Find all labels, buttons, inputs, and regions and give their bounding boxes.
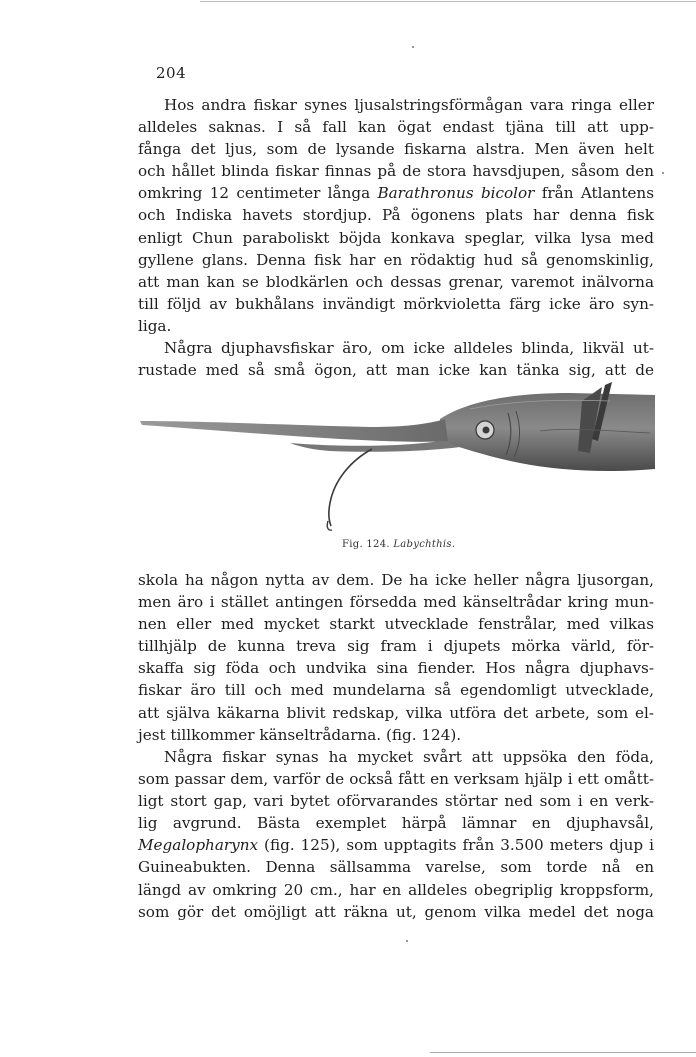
text-line: gyllene glans. Denna fisk har en rödaktig hud så genomskinlig, (138, 250, 654, 269)
text-line: Några fiskar synas ha mycket svårt att uppsöka den föda, (164, 748, 654, 766)
text-line: Några djuphavsfiskar äro, om icke alldeles blinda, likväl ut- (164, 339, 654, 357)
fish-jaw (290, 441, 460, 452)
paragraph-1 (138, 94, 654, 337)
fish-snout (140, 419, 448, 442)
text-line: liga. (138, 316, 172, 335)
text-line: Hos andra fiskar synes ljusalstringsförmågan vara ringa eller (164, 96, 654, 114)
text-line: tillhjälp de kunna treva sig fram i djupets mörka värld, för- (138, 637, 654, 656)
bottom-edge-rule (430, 1052, 696, 1053)
text-line: enligt Chun paraboliskt böjda konkava speglar, vilka lysa med (138, 228, 654, 247)
fish-body (440, 393, 655, 471)
fish-barbel (329, 449, 372, 526)
top-edge-rule (200, 1, 696, 2)
text-line: att själva käkarna blivit redskap, vilka utföra det arbete, som el- (138, 703, 654, 722)
fish-head-illustration (140, 381, 655, 531)
page-number: 204 (156, 64, 187, 82)
text-line: och Indiska havets stordjup. På ögonens plats har denna fisk (138, 206, 654, 225)
text-line: skola ha någon nytta av dem. De ha icke heller några ljusorgan, (138, 571, 654, 589)
text-line: men äro i stället antingen försedda med känseltrådar kring mun- (138, 593, 654, 612)
text-line: Guineabukten. Denna sällsamma varelse, som torde nå en (138, 858, 654, 877)
text-line: rustade med så små ögon, att man icke kan tänka sig, att de (138, 361, 654, 380)
text-line: skaffa sig föda och undvika sina fiender. Hos några djuphavs- (138, 659, 654, 678)
species-name: Barathronus bicolor (377, 184, 535, 203)
text-line-with-species (138, 834, 654, 856)
text-line: och hållet blinda fiskar finnas på de stora havsdjupen, såsom den (138, 162, 654, 181)
text-fragment: (fig. 125), som upptagits från 3.500 meters djup i (264, 836, 654, 855)
paragraph-4 (138, 746, 654, 923)
text-fragment: från Atlantens (541, 184, 654, 203)
print-speck (662, 172, 664, 174)
text-line: fiskar äro till och med mundelarna så egendomligt utvecklade, (138, 681, 654, 700)
species-name: Megalopharynx (138, 836, 259, 855)
text-line: som gör det omöjligt att räkna ut, genom vilka medel det noga (138, 902, 654, 921)
text-line: till följd av bukhålans invändigt mörkvioletta färg icke äro syn- (138, 294, 654, 313)
paragraph-3 (138, 569, 654, 746)
print-speck (406, 940, 408, 942)
text-line: nen eller med mycket starkt utvecklade fenstrålar, med vilkas (138, 615, 654, 634)
text-line: alldeles saknas. I så fall kan ögat endast tjäna till att upp- (138, 118, 654, 137)
text-line: som passar dem, varför de också fått en verksam hjälp i ett omått- (138, 770, 654, 789)
figure-label: Fig. 124. (342, 539, 390, 550)
text-line: ligt stort gap, vari bytet oförvarandes störtar ned som i en verk- (138, 792, 654, 811)
text-fragment: omkring 12 centimeter långa (138, 184, 371, 203)
print-speck (412, 46, 414, 48)
text-line: fånga det ljus, som de lysande fiskarna alstra. Men även helt (138, 140, 654, 159)
text-line: jest tillkommer känseltrådarna. (fig. 124). (138, 725, 462, 744)
text-line: lig avgrund. Bästa exemplet härpå lämnar en djuphavsål, (138, 814, 654, 833)
figure-caption (342, 539, 455, 550)
paragraph-2 (138, 337, 654, 381)
text-line-with-species (138, 182, 654, 204)
text-line: att man kan se blodkärlen och dessas grenar, varemot inälvorna (138, 272, 654, 291)
figure-name: Labychthis. (393, 539, 456, 550)
text-line: längd av omkring 20 cm., har en alldeles obegriplig kroppsform, (138, 880, 654, 899)
